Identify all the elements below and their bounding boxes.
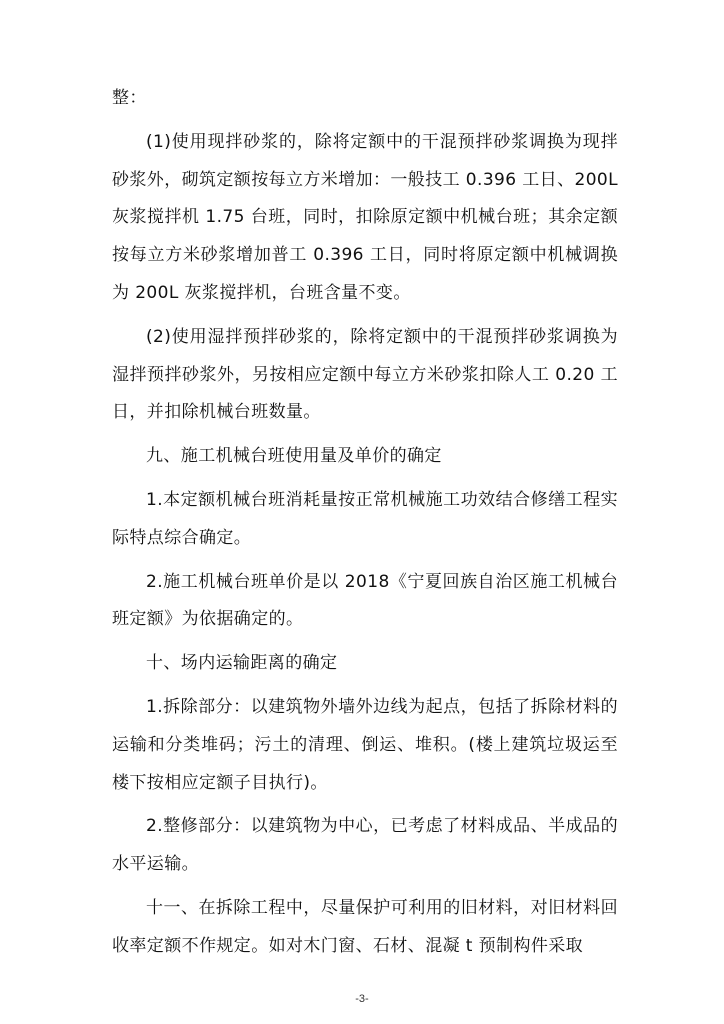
document-body xyxy=(112,80,618,966)
paragraph-item-2: (2)使用湿拌预拌砂浆的，除将定额中的干混预拌砂浆调换为湿拌预拌砂浆外，另按相应定额中每立方米砂浆扣除人工 0.20 工日，并扣除机械台班数量。 xyxy=(112,326,618,423)
paragraph-9-1: 1.本定额机械台班消耗量按正常机械施工功效结合修缮工程实际特点综合确定。 xyxy=(112,489,618,548)
paragraph-9-2: 2.施工机械台班单价是以 2018《宁夏回族自治区施工机械台班定额》为依据确定的。 xyxy=(112,571,618,630)
section-heading-9: 九、施工机械台班使用量及单价的确定 xyxy=(146,446,442,467)
section-heading-11: 十一、在拆除工程中，尽量保护可利用的旧材料，对旧材料回收率定额不作规定。如对木门窗、石材、混凝 t 预制构件采取 xyxy=(112,897,618,956)
paragraph-10-1: 1.拆除部分：以建筑物外墙外边线为起点，包括了拆除材料的运输和分类堆码；污土的清理、倒运、堆积。(楼上建筑垃圾运至楼下按相应定额子目执行)。 xyxy=(112,696,618,793)
section-heading-10: 十、场内运输距离的确定 xyxy=(146,653,338,674)
paragraph-item-1: (1)使用现拌砂浆的，除将定额中的干混预拌砂浆调换为现拌砂浆外，砌筑定额按每立方米增加：一般技工 0.396 工日、200L 灰浆搅拌机 1.75 台班，同时，扣除原定额中机械台班；其余定额按每立方米砂浆增加普工 0.396 工日，同时将原定额中机械调换为 200L 灰浆搅拌机，台班含量不变。 xyxy=(112,131,618,303)
paragraph-continuation: 整： xyxy=(112,88,147,108)
paragraph-10-2: 2.整修部分：以建筑物为中心，已考虑了材料成品、半成品的水平运输。 xyxy=(112,816,618,875)
page-number: -3- xyxy=(355,993,369,1005)
